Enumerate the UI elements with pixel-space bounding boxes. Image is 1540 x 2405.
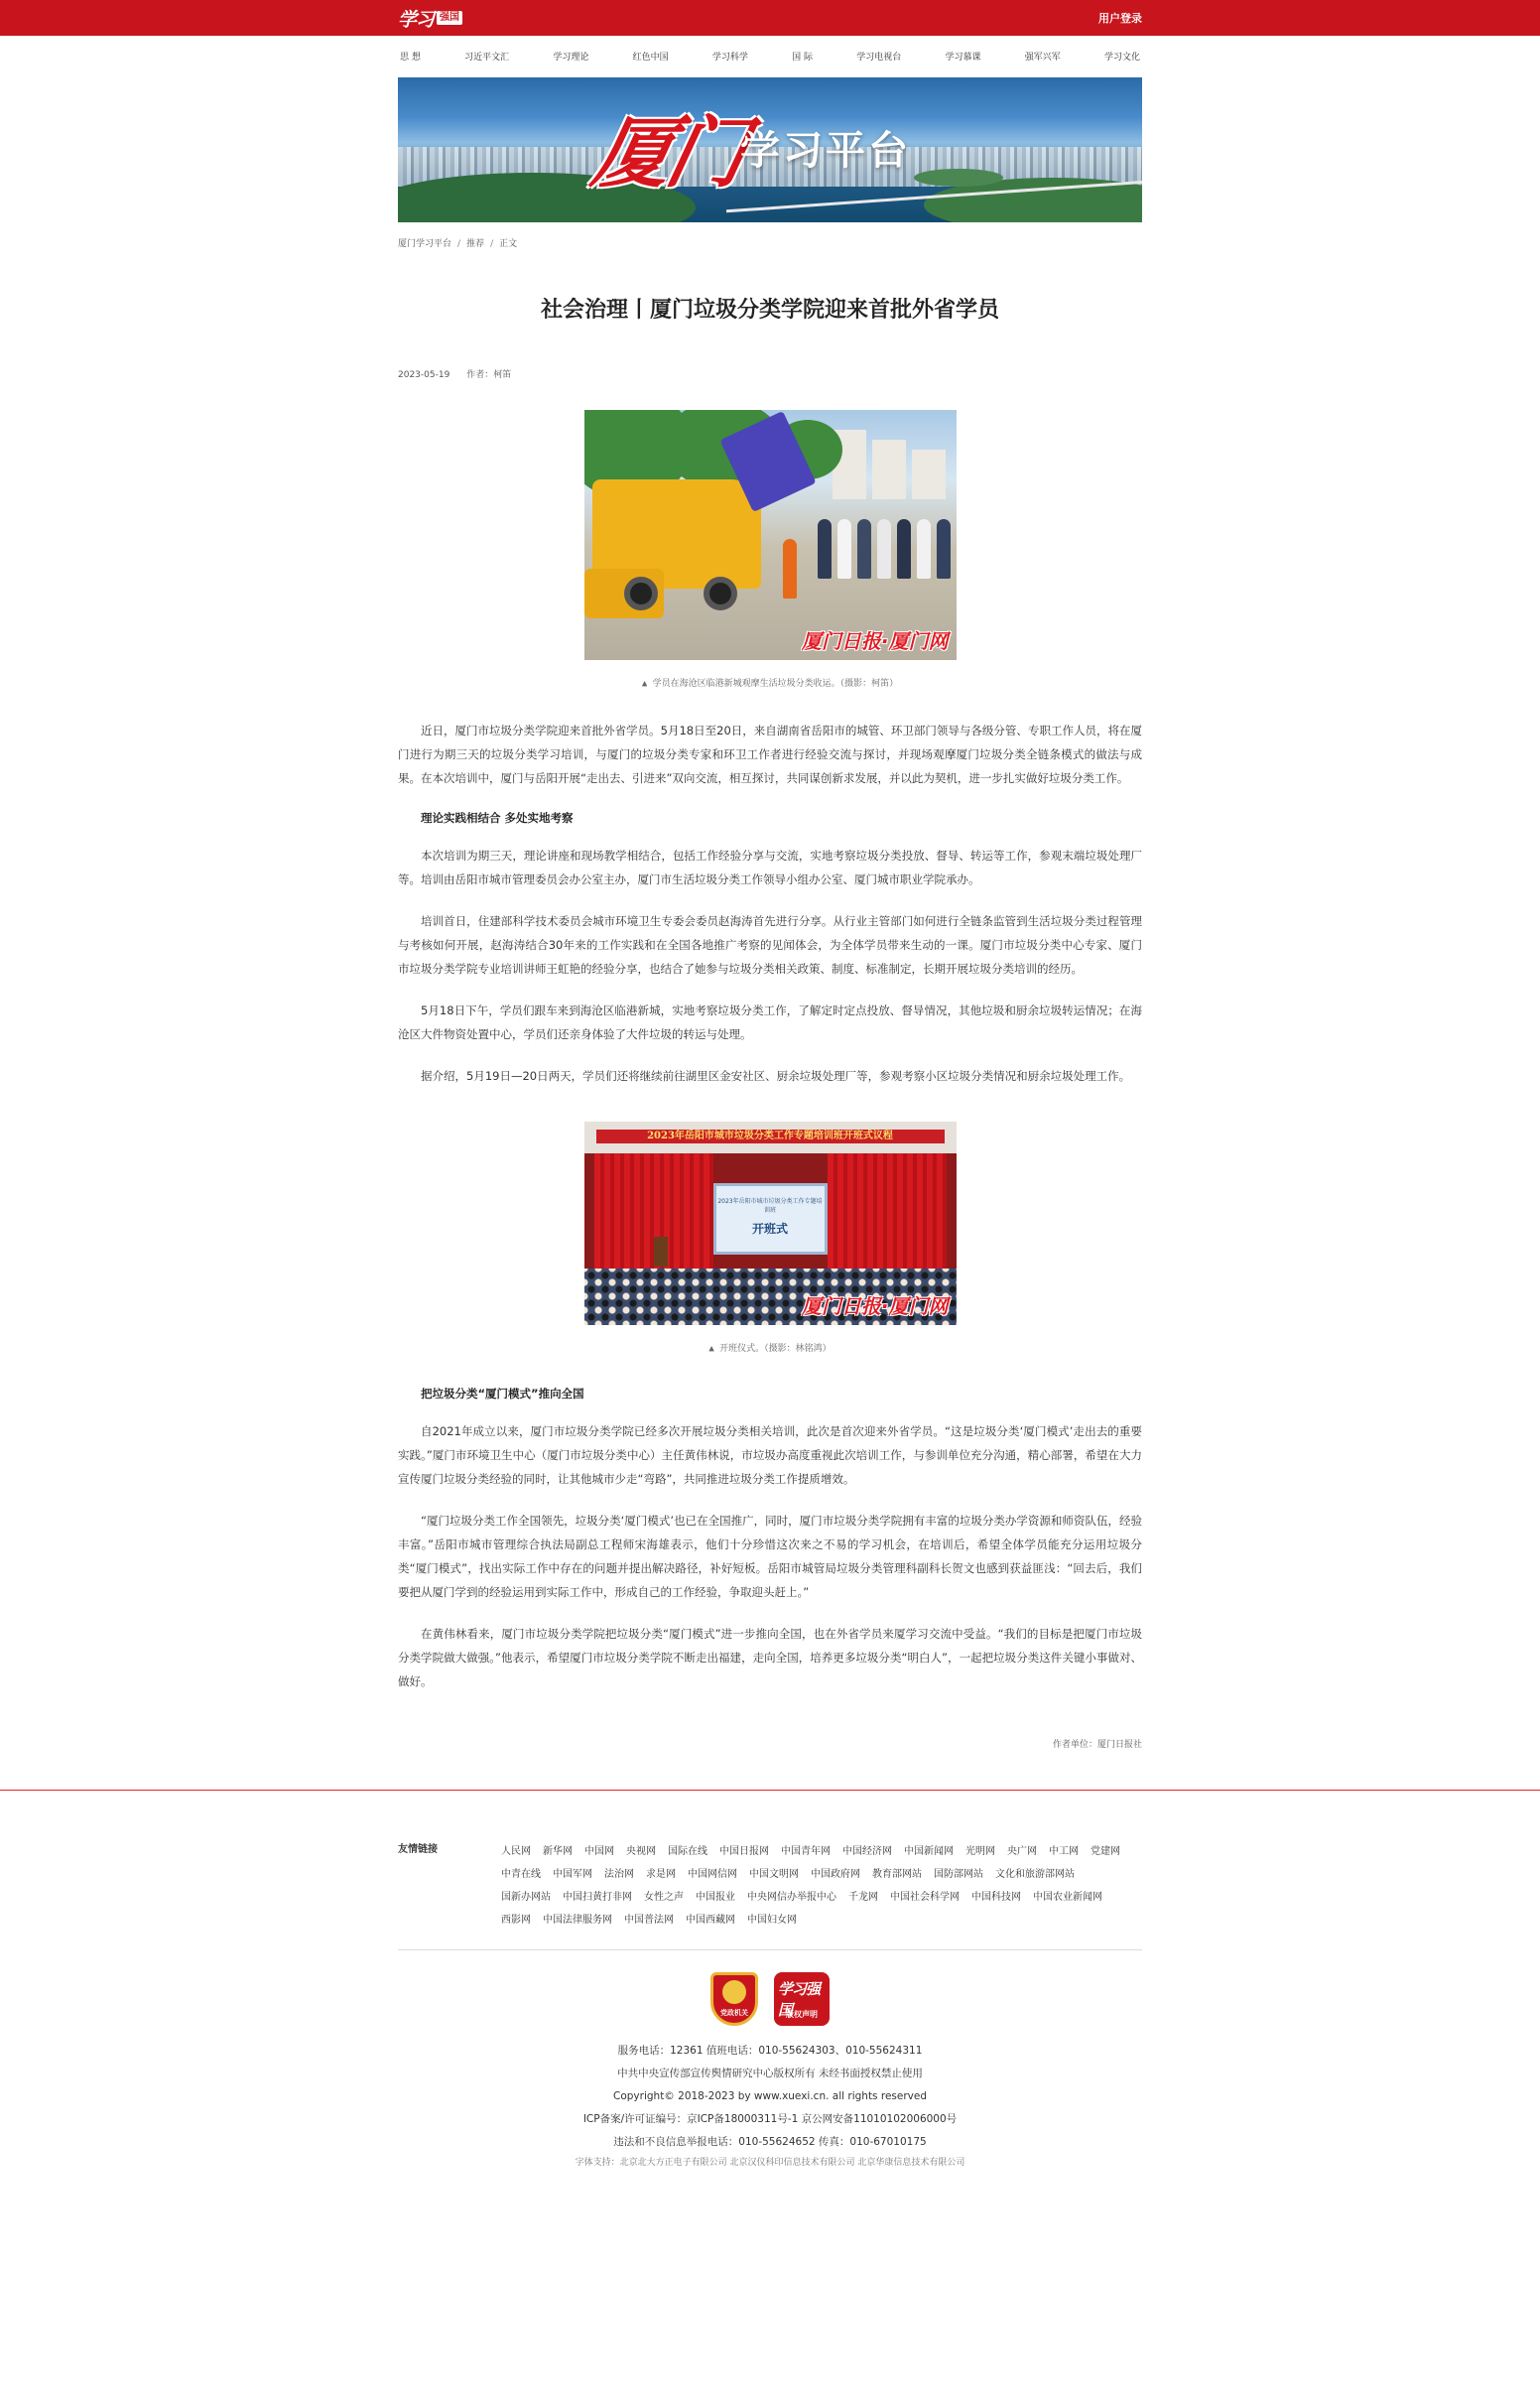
- emblem-icon: [722, 1980, 746, 2004]
- logo-script: 学习: [398, 8, 435, 31]
- photo-garbage-truck[interactable]: [584, 410, 957, 660]
- friend-link[interactable]: 中国社会科学网: [890, 1892, 960, 1903]
- friend-link[interactable]: 中国军网: [553, 1869, 592, 1880]
- friend-link[interactable]: 中国日报网: [719, 1846, 769, 1857]
- friend-link[interactable]: 西影网: [501, 1915, 531, 1926]
- figure-2: [398, 1122, 1142, 1354]
- friend-link[interactable]: 中青在线: [501, 1869, 541, 1880]
- friend-link[interactable]: 中国青年网: [781, 1846, 831, 1857]
- article-author: 作者：柯笛: [466, 370, 512, 380]
- login-link[interactable]: 用户登录: [1098, 12, 1142, 25]
- friend-link[interactable]: 国际在线: [668, 1846, 707, 1857]
- banner-title: 学习平台: [740, 128, 911, 174]
- nav-item-tv[interactable]: 学习电视台: [856, 52, 902, 63]
- paragraph: 在黄伟林看来，厦门市垃圾分类学院把垃圾分类“厦门模式”进一步推向全国，也在外省学员来厦学习交流中受益。“我们的目标是把厦门市垃圾分类学院做大做强。”他表示，希望厦门市垃圾分类学院不断走出福建，走向全国，培养更多垃圾分类“明白人”，一起把垃圾分类这件关键小事做对、做好。: [398, 1627, 1142, 1688]
- friend-link[interactable]: 国防部网站: [934, 1869, 983, 1880]
- copyright-badge[interactable]: 学习强国 版权声明: [774, 1972, 830, 2026]
- friend-links: [398, 1840, 1142, 1932]
- footer-contact: [0, 2040, 1540, 2154]
- paragraph: “厦门垃圾分类工作全国领先，垃圾分类‘厦门模式’也已在全国推广，同时，厦门市垃圾分类学院拥有丰富的垃圾分类办学资源和师资队伍，经验丰富。”岳阳市城市管理综合执法局副总工程师宋海雄表示，他们十分珍惜这次来之不易的学习机会，在培训后，希望全体学员能充分运用垃圾分类“厦门模式”，找出实际工作中存在的问题并提出解决路径，补好短板。岳阳市城管局垃圾分类管理科副科长贺文也感到获益匪浅：“回去后，我们要把从厦门学到的经验运用到实际工作中，形成自己的工作经验，争取迎头赶上。”: [398, 1514, 1142, 1599]
- footer-badges: [0, 1972, 1540, 2026]
- friend-link[interactable]: 求是网: [646, 1869, 676, 1880]
- nav-item-military[interactable]: 强军兴军: [1024, 52, 1061, 63]
- banner-city-name: 厦门: [584, 108, 752, 199]
- font-support: 字体支持：北京北大方正电子有限公司 北京汉仪科印信息技术有限公司 北京华康信息技术有限公司: [575, 2158, 965, 2168]
- section-heading: 理论实践相结合 多处实地考察: [421, 811, 574, 825]
- friend-link[interactable]: 中国农业新闻网: [1033, 1892, 1102, 1903]
- photo-watermark: 厦门日报·厦门网: [801, 629, 949, 653]
- xuexi-logo[interactable]: [398, 4, 462, 32]
- photo-caption: ▲ 学员在海沧区临港新城观摩生活垃圾分类收运。（摄影：柯笛）: [641, 679, 899, 689]
- footer-divider: [0, 1790, 1540, 1791]
- friend-link[interactable]: 中国政府网: [811, 1869, 860, 1880]
- friend-link[interactable]: 中国普法网: [624, 1915, 674, 1926]
- friend-link[interactable]: 女性之声: [644, 1892, 684, 1903]
- photo-caption: ▲ 开班仪式。（摄影：林铭鸿）: [708, 1344, 832, 1354]
- breadcrumb-home[interactable]: 厦门学习平台: [398, 239, 452, 249]
- logo-box: 强国: [437, 11, 462, 25]
- banner-island-mid: [914, 169, 1003, 187]
- friend-links-list: [501, 1840, 1142, 1932]
- friend-link[interactable]: 党建网: [1091, 1846, 1120, 1857]
- paragraph: 据介绍，5月19日—20日两天，学员们还将继续前往湖里区金安社区、厨余垃圾处理厂等，参观考察小区垃圾分类情况和厨余垃圾处理工作。: [421, 1069, 1131, 1083]
- paragraph: 本次培训为期三天，理论讲座和现场教学相结合，包括工作经验分享与交流，实地考察垃圾分类投放、督导、转运等工作，参观末端垃圾处理厂等。培训由岳阳市城市管理委员会办公室主办，厦门市生活垃圾分类工作领导小组办公室、厦门城市职业学院承办。: [398, 849, 1142, 886]
- paragraph: 近日，厦门市垃圾分类学院迎来首批外省学员。5月18日至20日，来自湖南省岳阳市的城管、环卫部门领导与各级分管、专职工作人员，将在厦门进行为期三天的垃圾分类学习培训，与厦门的垃圾分类专家和环卫工作者进行经验交流与探讨，并现场观摩厦门垃圾分类全链条模式的做法与成果。在本次培训中，厦门与岳阳开展“走出去、引进来”双向交流，相互探讨，共同谋创新求发展，并以此为契机，进一步扎实做好垃圾分类工作。: [398, 724, 1142, 785]
- friend-link[interactable]: 中工网: [1049, 1846, 1079, 1857]
- friend-link[interactable]: 央广网: [1007, 1846, 1037, 1857]
- top-bar: [0, 0, 1540, 36]
- service-phone: 服务电话：12361 值班电话：010-55624303、010-55624311: [617, 2045, 923, 2057]
- icp-record: ICP备案/许可证编号：京ICP备18000311号-1 京公网安备11010102006000号: [582, 2113, 958, 2125]
- paragraph: 5月18日下午，学员们跟车来到海沧区临港新城，实地考察垃圾分类工作，了解定时定点投放、督导情况，其他垃圾和厨余垃圾转运情况；在海沧区大件物资处置中心，学员们还亲身体验了大件垃圾的转运与处理。: [398, 1003, 1142, 1041]
- paragraph: 培训首日，住建部科学技术委员会城市环境卫生专委会委员赵海涛首先进行分享。从行业主管部门如何进行全链条监管到生活垃圾分类过程管理与考核如何开展，赵海涛结合30年来的工作实践和在全国各地推广考察的见闻体会，为全体学员带来生动的一课。厦门市垃圾分类中心专家、厦门市垃圾分类学院专业培训讲师王虹艳的经验分享，也结合了她参与垃圾分类相关政策、制度、标准制定，长期开展垃圾分类培训的经历。: [398, 914, 1142, 976]
- nav-item-mooc[interactable]: 学习慕课: [945, 52, 981, 63]
- photo-watermark: 厦门日报·厦门网: [801, 1294, 949, 1318]
- nav-item-red-china[interactable]: 红色中国: [632, 52, 669, 63]
- article-title: 社会治理丨厦门垃圾分类学院迎来首批外省学员: [540, 298, 999, 323]
- article-date: 2023-05-19: [398, 370, 450, 380]
- friend-link[interactable]: 教育部网站: [872, 1869, 922, 1880]
- article-meta: [398, 367, 1142, 380]
- friend-link[interactable]: 中国科技网: [971, 1892, 1021, 1903]
- friend-link[interactable]: 中国新闻网: [904, 1846, 954, 1857]
- friend-link[interactable]: 国新办网站: [501, 1892, 551, 1903]
- friend-link[interactable]: 中央网信办举报中心: [747, 1892, 836, 1903]
- friend-link[interactable]: 中国文明网: [749, 1869, 799, 1880]
- section-heading: 把垃圾分类“厦门模式”推向全国: [421, 1387, 584, 1401]
- figure-1: [398, 410, 1142, 689]
- nav-item-culture[interactable]: 学习文化: [1103, 52, 1140, 63]
- copyright-text: Copyright© 2018-2023 by www.xuexi.cn. all rights reserved: [613, 2090, 927, 2102]
- friend-link[interactable]: 中国妇女网: [747, 1915, 797, 1926]
- ceremony-banner: 2023年岳阳市城市垃圾分类工作专题培训班开班式议程: [596, 1130, 945, 1143]
- paragraph: 自2021年成立以来，厦门市垃圾分类学院已经多次开展垃圾分类相关培训，此次是首次迎来外省学员。“这是垃圾分类‘厦门模式’走出去的重要实践。”厦门市环境卫生中心（厦门市垃圾分类中心）主任黄伟林说，市垃圾办高度重视此次培训工作，与参训单位充分沟通，精心部署，希望在大力宣传厦门垃圾分类经验的同时，让其他城市少走“弯路”，共同推进垃圾分类工作提质增效。: [398, 1424, 1142, 1486]
- nav-item-science[interactable]: 学习科学: [711, 52, 748, 63]
- article: [398, 293, 1142, 1750]
- breadcrumb-current: 正文: [499, 239, 518, 249]
- friend-link[interactable]: 中国扫黄打非网: [563, 1892, 632, 1903]
- friend-link[interactable]: 中国网: [584, 1846, 614, 1857]
- breadcrumb: 厦门学习平台 / 推荐 / 正文: [398, 239, 518, 249]
- party-gov-badge[interactable]: 党政机关: [710, 1972, 758, 2026]
- friend-link[interactable]: 中国经济网: [842, 1846, 892, 1857]
- nav-item-xi-writings[interactable]: 习近平文汇: [464, 52, 510, 63]
- footer-separator: [398, 1949, 1142, 1950]
- friend-link[interactable]: 新华网: [543, 1846, 573, 1857]
- copyright-owner: 中共中央宣传部宣传舆情研究中心版权所有 未经书面授权禁止使用: [617, 2068, 923, 2079]
- main-nav: [398, 36, 1142, 75]
- nav-item-theory[interactable]: 学习理论: [553, 52, 589, 63]
- friend-link[interactable]: 光明网: [965, 1846, 995, 1857]
- author-unit: 作者单位：厦门日报社: [1052, 1740, 1142, 1750]
- nav-item-international[interactable]: 国 际: [792, 52, 813, 63]
- report-phone: 违法和不良信息举报电话：010-55624652 传真：010-67010175: [613, 2136, 927, 2148]
- friend-link[interactable]: 法治网: [604, 1869, 634, 1880]
- breadcrumb-recommend[interactable]: 推荐: [466, 239, 485, 249]
- nav-item-thought[interactable]: 思 想: [400, 52, 421, 63]
- friend-link[interactable]: 千龙网: [848, 1892, 878, 1903]
- friend-link[interactable]: 央视网: [626, 1846, 656, 1857]
- ceremony-screen: 2023年岳阳市城市垃圾分类工作专题培训班 开班式: [713, 1183, 828, 1255]
- friend-link[interactable]: 中国法律服务网: [543, 1915, 612, 1926]
- xiamen-banner: [398, 77, 1142, 222]
- friend-link[interactable]: 文化和旅游部网站: [995, 1869, 1075, 1880]
- friend-link[interactable]: 人民网: [501, 1846, 531, 1857]
- photo-opening-ceremony[interactable]: [584, 1122, 957, 1325]
- friend-link[interactable]: 中国网信网: [688, 1869, 737, 1880]
- friend-link[interactable]: 中国西藏网: [686, 1915, 735, 1926]
- friend-link[interactable]: 中国报业: [696, 1892, 735, 1903]
- friend-links-label: 友情链接: [398, 1844, 438, 1855]
